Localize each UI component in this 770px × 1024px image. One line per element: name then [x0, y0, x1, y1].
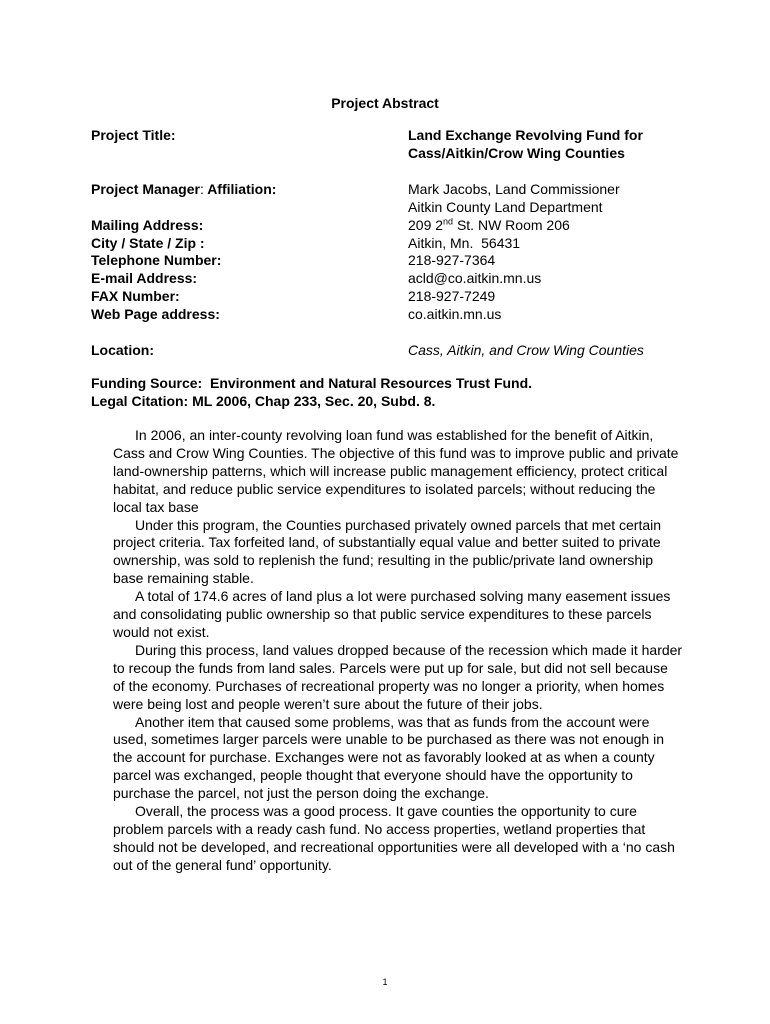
- fax-label: FAX Number:: [91, 288, 180, 304]
- abstract-paragraph: During this process, land values dropped because of the recession which made it harder to recoup the funds from land sales. Parcels were put up for sale, but did not sell because of the economy. Purchases of recreational property was no longer a priority, when homes were being lost and people weren’t sure about the future of their jobs.: [113, 641, 683, 712]
- manager-name: Mark Jacobs, Land Commissioner: [408, 181, 620, 197]
- web-label: Web Page address:: [91, 306, 220, 322]
- mailing-label: Mailing Address:: [91, 217, 204, 233]
- manager-label-colon: :: [199, 181, 204, 197]
- project-title-line1: Land Exchange Revolving Fund for: [408, 127, 643, 143]
- manager-department: Aitkin County Land Department: [408, 199, 603, 215]
- location-label: Location:: [91, 342, 154, 358]
- abstract-paragraph: Under this program, the Counties purchased privately owned parcels that met certain project criteria. Tax forfeited land, of substantially equal value and better suited to private ownership, was sold to replenish the fund; resulting in the public/private land ownership base remaining stable.: [113, 516, 662, 587]
- abstract-paragraph: In 2006, an inter-county revolving loan fund was established for the benefit of Aitkin, Cass and Crow Wing Counties. The objective of this fund was to improve public and private land-ownership patterns, which will increase public management efficiency, protect critical habitat, and reduce public service expenditures to isolated parcels; without reducing the local tax base: [113, 427, 679, 515]
- location-value: Cass, Aitkin, and Crow Wing Counties: [408, 342, 644, 358]
- telephone-label: Telephone Number:: [91, 252, 222, 268]
- manager-label-part1: Project Manager: [91, 181, 200, 197]
- mailing-value-post: St. NW Room 206: [453, 217, 570, 233]
- fax-value: 218-927-7249: [408, 288, 496, 304]
- telephone-value: 218-927-7364: [408, 252, 496, 268]
- abstract-paragraph: Another item that caused some problems, was that as funds from the account were used, sometimes larger parcels were unable to be purchased as there was not enough in the account for purchase. Exchanges were not as favorably looked at as when a county parcel was exchanged, people thought that everyone should have the opportunity to purchase the parcel, not just the person doing the exchange.: [113, 713, 664, 802]
- email-label: E-mail Address:: [91, 270, 198, 286]
- manager-label-affiliation: Affiliation:: [203, 181, 277, 197]
- page-number: 1: [382, 977, 388, 987]
- funding-source: Funding Source: Environment and Natural Resources Trust Fund.: [91, 375, 533, 391]
- abstract-body: [113, 427, 683, 875]
- mailing-value-sup: nd: [443, 216, 454, 227]
- abstract-paragraph: Overall, the process was a good process. It gave counties the opportunity to cure problem parcels with a ready cash fund. No access properties, wetland properties that should not be developed, and recreational opportunities were all developed with a ‘no cash out of the general fund’ opportunity.: [113, 803, 675, 873]
- project-title-label: Project Title:: [91, 127, 176, 143]
- legal-citation: Legal Citation: ML 2006, Chap 233, Sec. 20, Subd. 8.: [91, 393, 436, 409]
- mailing-value-pre: 209 2: [408, 217, 444, 233]
- city-value: Aitkin, Mn. 56431: [408, 235, 521, 251]
- page-title: Project Abstract: [331, 95, 439, 111]
- manager-label: [91, 180, 276, 198]
- web-value: co.aitkin.mn.us: [408, 306, 502, 322]
- project-title-line2: Cass/Aitkin/Crow Wing Counties: [408, 145, 625, 161]
- abstract-paragraph: A total of 174.6 acres of land plus a lot were purchased solving many easement issues and consolidating public ownership so that public service expenditures to these parcels would not exist.: [113, 588, 671, 640]
- city-label: City / State / Zip :: [91, 235, 205, 251]
- email-value: acld@co.aitkin.mn.us: [408, 270, 542, 286]
- mailing-value: [408, 216, 570, 234]
